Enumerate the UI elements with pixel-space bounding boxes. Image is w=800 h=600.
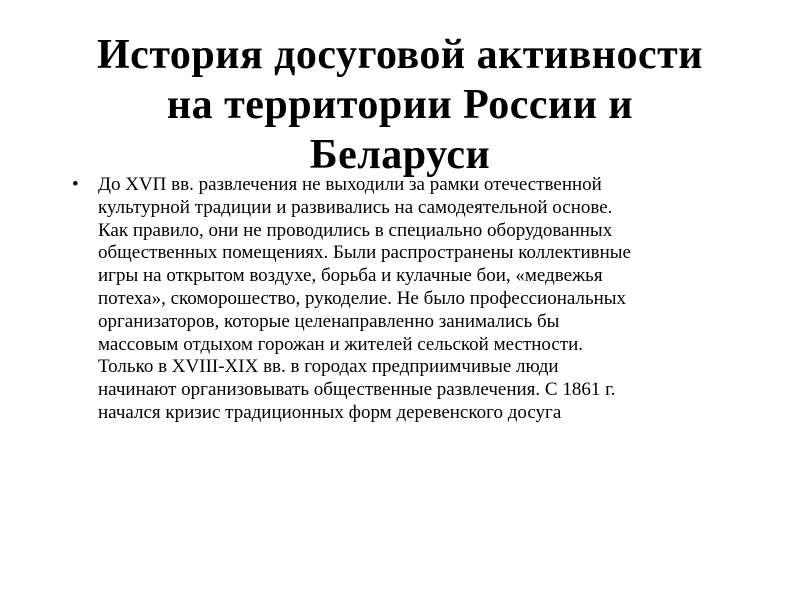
title-line-2: на территории России и: [166, 82, 634, 128]
bullet-text-line-9: Только в XVIII-XIX вв. в городах предприимчивые люди: [98, 356, 559, 378]
bullet-text-line-10: начинают организовывать общественные развлечения. С 1861 г.: [98, 379, 616, 401]
bullet-text-line-3: Как правило, они не проводились в специально оборудованных: [98, 219, 613, 241]
bullet-text-line-5: игры на открытом воздухе, борьба и кулачные бои, «медвежья: [98, 265, 603, 287]
bullet-text-line-6: потеха», скоморошество, рукоделие. Не было профессиональных: [98, 287, 627, 309]
bullet-list: [72, 174, 732, 425]
bullet-text-line-8: массовым отдыхом горожан и жителей сельской местности.: [98, 333, 584, 355]
bullet-text-line-1: До XVП вв. развлечения не выходили за рамки отечественной: [98, 174, 602, 195]
title-line-3: Беларуси: [309, 132, 491, 178]
bullet-text-line-7: организаторов, которые целенаправленно занимались бы: [98, 310, 560, 332]
slide-title: [40, 30, 760, 180]
bullet-dot-icon: •: [72, 174, 79, 195]
bullet-item: [72, 174, 732, 425]
bullet-text-line-11: начался кризис традиционных форм деревенского досуга: [98, 401, 562, 423]
bullet-text-line-4: общественных помещениях. Были распространены коллективные: [98, 242, 631, 264]
title-line-1: История досуговой активности: [97, 32, 703, 78]
bullet-text-line-2: культурной традиции и развивались на самодеятельной основе.: [98, 196, 613, 218]
